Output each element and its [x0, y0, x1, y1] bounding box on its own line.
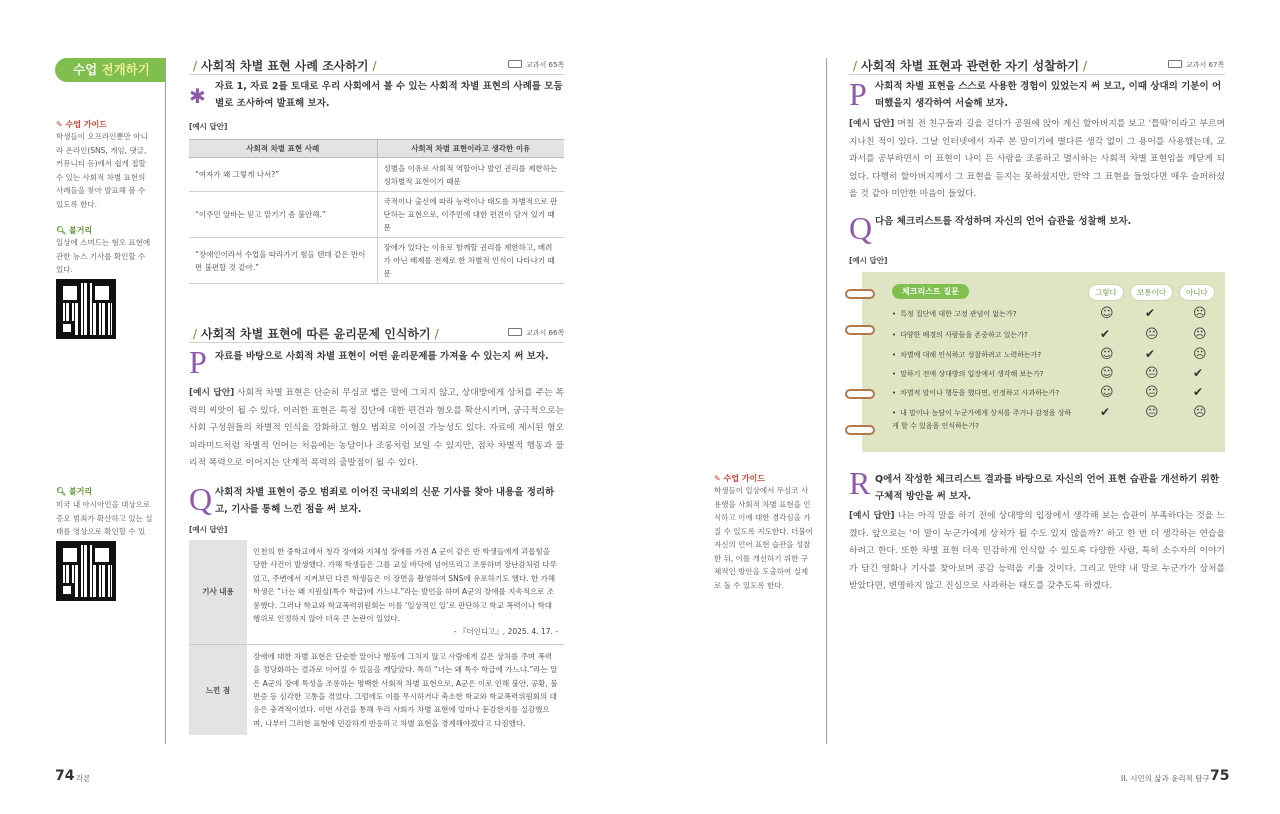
checklist-item — [892, 407, 1072, 433]
bullet-icon: • — [892, 310, 897, 318]
bullet-icon: • — [892, 351, 897, 359]
p-answer-right: [예시 답안] 며칠 전 친구들과 길을 걷다가 공원에 앉아 계신 할아버지를 보고 ‘틀딱’이라고 부르며 지나친 적이 있다. 그날 인터넷에서 자주 본 말이기에 별다른 생각 없이 그 용어를 사용했는데, 교과서를 공부하면서 이 표현이 나이 든 사람을 조롱하고 멸시하는 사회적 차별 표현임을 깨닫게 되었다. 다행히 할아버지께서 그 표현을 듣지는 못하셨지만, 만약 그 표현을 들었다면 매우 슬퍼하셨을 것 같아 미안한 마음이 들었다. — [849, 119, 1225, 200]
book-icon — [508, 60, 522, 68]
table-header: 사회적 차별 표현이라고 생각한 이유 — [377, 140, 564, 158]
q-question: 사회적 차별 표현이 증오 범죄로 이어진 국내외의 신문 기사를 찾아 내용을 정리하고, 기사를 통해 느낀 점을 써 보자. — [215, 487, 555, 515]
checklist-item-text: 다양한 배경의 사람들을 존중하고 있는가? — [900, 331, 1028, 339]
frown-icon[interactable]: ☹ — [1193, 405, 1207, 420]
bullet-icon: • — [892, 409, 897, 417]
feel-text: 장애에 대한 차별 표현은 단순한 말이나 행동에 그치지 않고 사람에게 깊은 상처를 주며 폭력을 정당화하는 결과로 이어질 수 있음을 깨달았다. 특히 “너는 왜 특수 학급에 가느냐.”라는 말은 A군의 장애 특성을 조롱하는 명백한 사회적 차별 표현으로, A군은 이로 인해 불안, 공황, 불면증 등 심각한 고통을 겪었다. 그럼에도 이를 무시하거나 축소한 학교와 학교폭력위원회의 대응은 충격적이었다. 이번 사건을 통해 우리 사회가 차별 표현에 얼마나 둔감한지를 실감했으며, 나부터 그러한 표현에 민감하게 반응하고 차별 표현을 경계해야겠다고 다짐했다. — [253, 651, 558, 728]
p-answer: [예시 답안] 사회적 차별 표현은 단순히 무심코 뱉은 말에 그치지 않고, 상대방에게 상처를 주는 폭력의 씨앗이 될 수 있다. 이러한 표현은 특정 집단에 대한 편견과 혐오를 확산시키며, 궁극적으로는 사회 구성원들의 차별적 인식을 강화하고 혐오 범죄로 이어질 가능성도 있다. 자료에 제시된 혐오 피라미드처럼 차별적 언어는 처음에는 농담이나 조롱처럼 보일 수 있지만, 점차 차별적 행동과 물리적 폭력으로 이어지는 단계적 폭력의 출발점이 될 수 있다. — [189, 388, 565, 469]
p-letter: P — [189, 344, 207, 380]
smile-icon[interactable]: ☺ — [1100, 385, 1114, 400]
smile-icon[interactable]: ☺ — [1100, 366, 1114, 381]
example-label: [예시 답안] — [189, 122, 228, 131]
checklist-item-text: 차별적 말이나 행동을 했다면, 인정하고 사과하는가? — [900, 389, 1060, 397]
table-row — [189, 192, 564, 238]
textbook-ref-right: 교과서 67쪽 — [1168, 60, 1224, 70]
check-icon[interactable]: ✔ — [1193, 366, 1204, 380]
q-letter-right: Q — [849, 210, 873, 246]
neutral-icon[interactable]: 😐︎ — [1145, 405, 1159, 420]
example-label-right: [예시 답안] — [849, 256, 888, 265]
frown-icon[interactable]: ☹ — [1193, 306, 1207, 321]
binder-ring — [845, 289, 875, 299]
guide-text: 학생들이 오프라인뿐만 아니라 온라인(SNS, 게임, 댓글, 커뮤니티 등)에서 쉽게 접할 수 있는 사회적 차별 표현의 사례들을 찾아 발표해 볼 수 있도록 한다. — [56, 132, 148, 209]
section-title: / 사회적 차별 표현 사례 조사하기 / — [193, 59, 377, 73]
column-divider — [165, 58, 166, 744]
smile-icon[interactable]: ☺ — [1100, 347, 1114, 362]
binder-ring — [845, 325, 875, 335]
extra-text-2: 미국 내 아시아인을 대상으로 증오 범죄가 확산하고 있는 실태를 영상으로 확인할 수 있 — [56, 500, 153, 536]
page-label: 각론 — [76, 774, 91, 783]
bullet-icon: • — [892, 370, 897, 378]
table-cell: 장애가 있다는 이유로 함께할 권리를 제한하고, 배려가 아닌 배제를 전제로 한 차별적 인식이 나타나기 때문 — [377, 238, 564, 284]
book-icon — [1168, 60, 1182, 68]
section-badge: 수업 전개하기 — [55, 58, 165, 82]
r-letter: R — [849, 465, 871, 501]
page-number: 74 — [55, 768, 75, 784]
divider — [189, 342, 564, 343]
checklist-item — [892, 308, 1072, 321]
table-row — [189, 238, 564, 284]
article-text: 인천의 한 중학교에서 청각 장애와 지체성 장애를 가진 A 군이 같은 반 학생들에게 괴롭힘을 당한 사건이 발생했다. 가해 학생들은 그를 교실 바닥에 넘어뜨리고 조롱하며 장난감처럼 다루었고, 주변에서 지켜보던 다른 학생들은 이 장면을 촬영하여 SNS에 유포하기도 했다. 한 가해 학생은 “너는 왜 지원실(특수 학급)에 가느냐.”라는 발언을 하며 A군의 장애를 지속적으로 조롱했다. 그러나 학교와 학교폭력위원회는 이를 ‘일상적인 일’로 판단하고 학교 폭력이나 학대 행위로 인정하지 않아 더욱 큰 논란이 일었다. — [253, 547, 557, 624]
column-yes: 그렇다 — [1088, 284, 1124, 301]
frown-icon[interactable]: ☹ — [1193, 327, 1207, 342]
r-question: Q에서 작성한 체크리스트 결과를 바탕으로 자신의 언어 표현 습관을 개선하기 위한 구체적 방안을 써 보자. — [875, 474, 1219, 502]
qr-code-2[interactable] — [56, 541, 116, 601]
column-no: 아니다 — [1179, 284, 1215, 301]
table-header: 사회적 차별 표현 사례 — [189, 140, 377, 158]
examples-table — [189, 139, 564, 284]
check-icon[interactable]: ✔ — [1145, 306, 1156, 320]
q-question-right: 다음 체크리스트를 작성하며 자신의 언어 습관을 성찰해 보자. — [875, 216, 1132, 227]
checklist-box — [862, 272, 1225, 452]
p-question-right: 사회적 차별 표현을 스스로 사용한 경험이 있었는지 써 보고, 이때 상대의 기분이 어떠했을지 생각하여 서술해 보자. — [875, 81, 1222, 109]
article-table — [189, 540, 564, 735]
q-letter: Q — [189, 481, 213, 517]
divider — [849, 74, 1225, 75]
check-icon[interactable]: ✔ — [1100, 327, 1111, 341]
book-icon — [508, 328, 522, 336]
article-source: - 『더인디고』, 2025. 4. 17. - — [453, 627, 558, 637]
bullet-icon: • — [892, 389, 897, 397]
checklist-item-text: 차별에 대해 인식하고 성찰하려고 노력하는가? — [900, 351, 1042, 359]
page-label-right: II. 시민의 삶과 윤리적 탐구 — [1121, 774, 1210, 783]
extra-title: 🔍︎ 볼거리 — [56, 226, 93, 235]
neutral-icon[interactable]: 😐︎ — [1145, 366, 1159, 381]
checklist-item — [892, 329, 1072, 342]
binder-ring — [845, 425, 875, 435]
section-title-2: / 사회적 차별 표현에 따른 윤리문제 인식하기 / — [193, 327, 439, 341]
guide-title: ✎ 수업 가이드 — [56, 120, 107, 129]
textbook-ref: 교과서 65쪽 — [508, 60, 564, 70]
table-cell: 성별을 이유로 사회적 역할이나 발언 권리를 제한하는 성차별적 표현이기 때문 — [377, 158, 564, 192]
checklist-header: 체크리스트 질문 — [892, 284, 969, 299]
section-title-right: / 사회적 차별 표현과 관련한 자기 성찰하기 / — [853, 59, 1088, 73]
column-neutral: 보통이다 — [1130, 284, 1173, 301]
asterisk-icon: ✱ — [189, 84, 206, 108]
checklist-item — [892, 368, 1072, 381]
frown-icon[interactable]: ☹ — [1193, 347, 1207, 362]
checklist-item-text: 내 말이나 농담이 누군가에게 상처를 주거나 감정을 상하게 할 수 있음을 인식하는가? — [892, 409, 1072, 430]
page-number-right: 75 — [1210, 768, 1230, 784]
guide-title-right: ✎ 수업 가이드 — [714, 474, 765, 483]
article-label: 기사 내용 — [189, 540, 247, 644]
question: 자료 1, 자료 2를 토대로 우리 사회에서 볼 수 있는 사회적 차별 표현의 사례를 모둠별로 조사하여 발표해 보자. — [215, 81, 563, 109]
table-row — [189, 644, 564, 735]
qr-code[interactable] — [56, 279, 116, 339]
extra-title-2: 🔍︎ 볼거리 — [56, 487, 93, 496]
checklist-item — [892, 349, 1072, 362]
example-label-2: [예시 답안] — [189, 525, 228, 534]
checklist-item-text: 말하기 전에 상대방의 입장에서 생각해 보는가? — [900, 370, 1044, 378]
textbook-ref-2: 교과서 66쪽 — [508, 328, 564, 338]
check-icon[interactable]: ✔ — [1100, 405, 1111, 419]
extra-text: 일상에 스며드는 혐오 표현에 관한 뉴스 기사를 확인할 수 있다. — [56, 238, 151, 274]
table-cell: “장애인이라서 수업을 따라가기 힘들 텐데 같은 반이면 불편할 것 같아.” — [189, 238, 377, 284]
binder-ring — [845, 389, 875, 399]
table-row — [189, 540, 564, 644]
p-letter-right: P — [849, 76, 867, 112]
check-icon[interactable]: ✔ — [1145, 347, 1156, 361]
table-cell: “여자가 왜 그렇게 나서?” — [189, 158, 377, 192]
neutral-icon[interactable]: 😐︎ — [1145, 327, 1159, 342]
neutral-icon[interactable]: 😐︎ — [1145, 385, 1159, 400]
check-icon[interactable]: ✔ — [1193, 385, 1204, 399]
checklist-item — [892, 387, 1072, 400]
feel-label: 느낀 점 — [189, 644, 247, 735]
smile-icon[interactable]: ☺ — [1100, 306, 1114, 321]
p-question: 자료를 바탕으로 사회적 차별 표현이 어떤 윤리문제를 가져올 수 있는지 써 보자. — [215, 351, 549, 362]
r-answer: [예시 답안] 나는 아직 말을 하기 전에 상대방의 입장에서 생각해 보는 습관이 부족하다는 것을 느꼈다. 앞으로는 ‘이 말이 누군가에게 상처가 될 수도 있지 않을까?’ 하고 한 번 더 생각하는 연습을 하려고 한다. 또한 차별 표현 더욱 민감하게 인식할 수 있도록 다양한 사람, 특히 소수자의 이야기가 담긴 영화나 기사를 찾아보며 공감 능력을 키울 것이다. 그리고 만약 내 말로 누군가가 상처를 받았다면, 변명하지 않고 진심으로 사과하는 태도를 갖추도록 하겠다. — [849, 511, 1225, 592]
table-row — [189, 158, 564, 192]
article-cell — [247, 540, 564, 644]
divider — [189, 74, 564, 75]
table-cell: 국적이나 출신에 따라 능력이나 태도를 차별적으로 판단하는 표현으로, 이주민에 대한 편견이 담겨 있기 때문 — [377, 192, 564, 238]
bullet-icon: • — [892, 331, 897, 339]
checklist-item-text: 특정 집단에 대한 고정 관념이 없는가? — [900, 310, 1017, 318]
table-cell: “이주민 알바는 믿고 맡기기 좀 불안해.” — [189, 192, 377, 238]
guide-text-right: 학생들이 일상에서 무심코 사용했을 사회적 차별 표현을 인식하고 이에 대한 경각심을 가질 수 있도록 지도한다. 더불어 자신의 언어 표현 습관을 성찰한 뒤, 이를 개선하기 위한 구체적인 방안을 도출하여 실제로 돌 수 있도록 한다. — [714, 486, 813, 590]
column-divider-right — [826, 58, 827, 744]
